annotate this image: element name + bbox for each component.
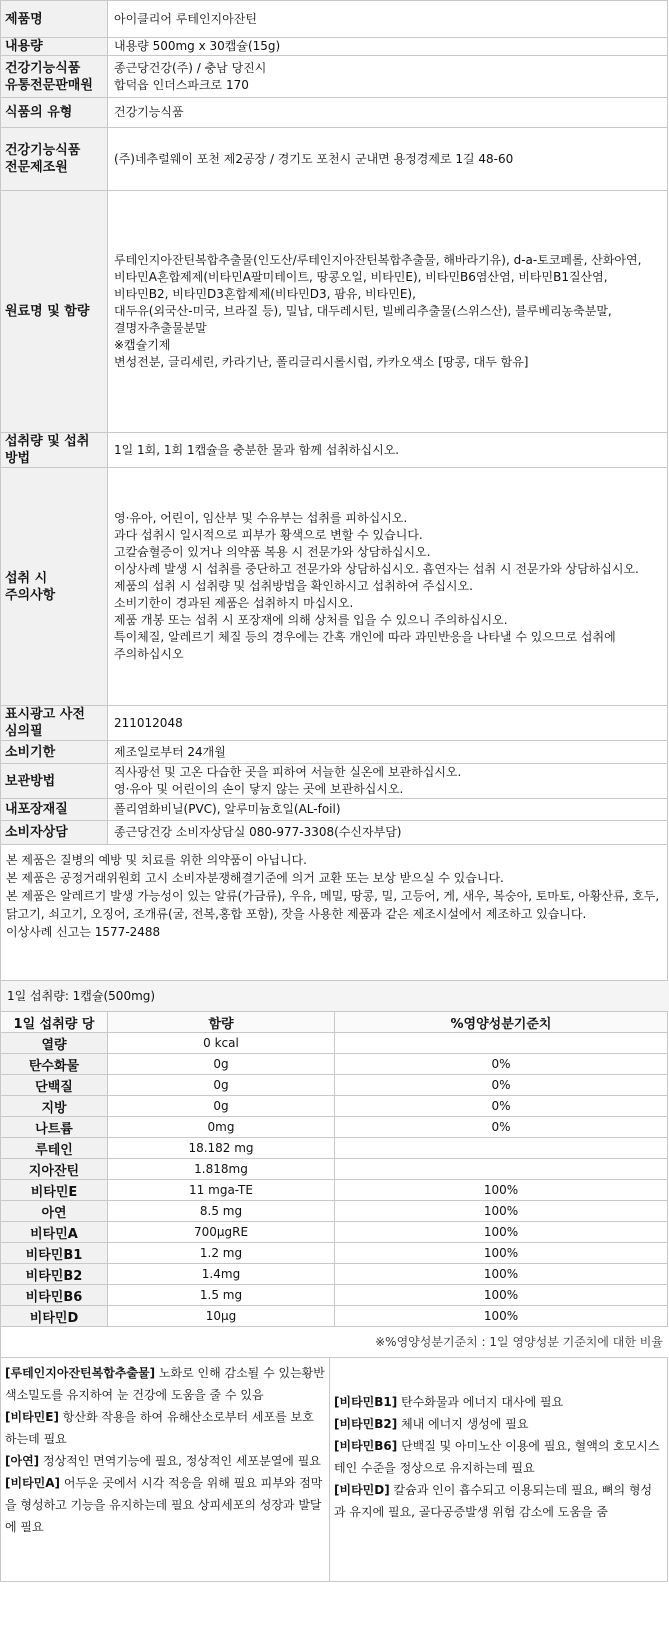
- nutrient-amount: 11 mga-TE: [108, 1180, 335, 1201]
- nutrient-name: 비타민B1: [1, 1243, 108, 1264]
- info-row: [1, 433, 668, 468]
- nutrient-amount: 10μg: [108, 1306, 335, 1327]
- info-label-line: 방법: [5, 451, 31, 466]
- nutrient-percent: 100%: [335, 1222, 668, 1243]
- info-value: [108, 128, 668, 191]
- nutrient-percent: 0%: [335, 1096, 668, 1117]
- nutrient-amount: 0g: [108, 1075, 335, 1096]
- function-claim: [334, 1391, 663, 1413]
- info-row: [1, 468, 668, 706]
- info-label-line: 소비기한: [5, 744, 56, 760]
- info-value-line: 아이클리어 루테인지아잔틴: [114, 11, 257, 26]
- nutrition-header-percent: %영양성분기준치: [335, 1012, 668, 1033]
- nutrition-row: [1, 1075, 668, 1096]
- nutrient-name: 비타민B6: [1, 1285, 108, 1306]
- nutrient-amount: 0g: [108, 1096, 335, 1117]
- info-label: [1, 98, 108, 128]
- nutrient-percent: 100%: [335, 1264, 668, 1285]
- nutrition-header-amount: 함량: [108, 1012, 335, 1033]
- info-row: [1, 821, 668, 845]
- nutrient-amount: 1.2 mg: [108, 1243, 335, 1264]
- function-claim: [5, 1362, 325, 1406]
- info-value-line: 이상사례 발생 시 섭취를 중단하고 전문가와 상담하십시오. 흡연자는 섭취 시 전문가와 상담하십시오.: [114, 562, 639, 576]
- info-value-line: 영·유아 및 어린이의 손이 닿지 않는 곳에 보관하십시오.: [114, 782, 404, 796]
- info-label-line: 내포장재질: [5, 802, 68, 817]
- info-value-line: 211012048: [114, 715, 183, 730]
- info-value-line: 제품의 섭취 시 섭취량 및 섭취방법을 확인하시고 섭취하여 주십시오.: [114, 579, 473, 593]
- nutrition-row: [1, 1159, 668, 1180]
- info-value-line: 소비기한이 경과된 제품은 섭취하지 마십시오.: [114, 596, 354, 610]
- function-ingredient-name: [비타민E]: [5, 1410, 59, 1424]
- function-claim-text: 항산화 작용을 하여 유해산소로부터 세포를 보호하는데 필요: [5, 1410, 314, 1446]
- function-claim: [5, 1450, 325, 1472]
- nutrient-percent: 0%: [335, 1117, 668, 1138]
- function-ingredient-name: [아연]: [5, 1454, 40, 1468]
- nutrient-name: 탄수화물: [1, 1054, 108, 1075]
- info-value-line: 과다 섭취시 일시적으로 피부가 황색으로 변할 수 있습니다.: [114, 528, 423, 542]
- info-label-line: 제품명: [5, 11, 43, 27]
- nutrient-name: 지방: [1, 1096, 108, 1117]
- nutrition-footnote: ※%영양성분기준치 : 1일 영양성분 기준치에 대한 비율: [0, 1327, 669, 1357]
- notice-line: 본 제품은 공정거래위원회 고시 소비자분쟁해결기준에 의거 교환 또는 보상 받으실 수 있습니다.: [6, 871, 504, 885]
- info-label: [1, 191, 108, 433]
- notice-line: 본 제품은 알레르기 발생 가능성이 있는 알류(가금류), 우유, 메밀, 땅콩, 밀, 고등어, 게, 새우, 복숭아, 토마토, 아황산류, 호두, 닭고기, 쇠고기, 오징어, 조개류(굴, 전복,홍합 포함), 잣을 사용한 제품과 같은 제조시설에서 제조하고 있습니다.: [6, 889, 660, 921]
- info-value-line: 변성전분, 글리세린, 카라기난, 폴리글리시롤시럽, 카카오색소 [땅콩, 대두 함유]: [114, 355, 529, 369]
- info-row: [1, 191, 668, 433]
- nutrient-percent: 100%: [335, 1285, 668, 1306]
- function-ingredient-name: [비타민B1]: [334, 1394, 398, 1409]
- info-label-line: 내용량: [5, 39, 43, 54]
- info-value-line: 폴리염화비닐(PVC), 알루미늄호일(AL-foil): [114, 802, 341, 816]
- info-label: [1, 38, 108, 56]
- nutrient-percent: 100%: [335, 1180, 668, 1201]
- nutrient-name: 비타민A: [1, 1222, 108, 1243]
- info-label: [1, 741, 108, 764]
- nutrient-name: 비타민D: [1, 1306, 108, 1327]
- nutrient-amount: 0 kcal: [108, 1033, 335, 1054]
- info-value-line: 직사광선 및 고온 다습한 곳을 피하여 서늘한 실온에 보관하십시오.: [114, 765, 462, 779]
- info-label: [1, 821, 108, 845]
- function-claim: [5, 1406, 325, 1450]
- function-ingredient-name: [비타민B2]: [334, 1416, 398, 1431]
- nutrition-row: [1, 1054, 668, 1075]
- nutrition-header-label: 1일 섭취량 당: [1, 1012, 108, 1033]
- function-claim-text: 정상적인 면역기능에 필요, 정상적인 세포분열에 필요: [39, 1454, 321, 1468]
- info-row: [1, 98, 668, 128]
- info-row: [1, 764, 668, 799]
- info-label-line: 유통전문판매원: [5, 77, 93, 93]
- nutrition-header-row: [1, 1012, 668, 1033]
- nutrition-table: [0, 1011, 668, 1327]
- info-label: [1, 799, 108, 821]
- nutrition-row: [1, 1180, 668, 1201]
- info-label: [1, 1, 108, 38]
- function-ingredient-name: [비타민B6]: [334, 1438, 398, 1453]
- info-row: [1, 706, 668, 741]
- info-label-line: 표시광고 사전: [5, 707, 85, 722]
- function-claim: [5, 1472, 325, 1538]
- info-value: [108, 821, 668, 845]
- nutrient-percent: 0%: [335, 1054, 668, 1075]
- info-value: [108, 191, 668, 433]
- nutrient-percent: [335, 1033, 668, 1054]
- info-value-line: 제품 개봉 또는 섭취 시 포장재에 의해 상처를 입을 수 있으니 주의하십시오.: [114, 613, 508, 627]
- notice-line: 본 제품은 질병의 예방 및 치료를 위한 의약품이 아닙니다.: [6, 853, 307, 867]
- function-claim: [334, 1435, 663, 1479]
- function-ingredient-name: [비타민A]: [5, 1476, 61, 1490]
- info-value: [108, 1, 668, 38]
- info-label-line: 식품의 유형: [5, 105, 73, 120]
- info-value-line: 1일 1회, 1회 1캡슐을 충분한 물과 함께 섭취하십시오.: [114, 442, 400, 457]
- function-ingredient-name: [비타민D]: [334, 1482, 390, 1497]
- function-claim: [334, 1479, 663, 1523]
- info-label-line: 원료명 및 함량: [5, 304, 90, 319]
- function-claim-text: 노화로 인해 감소될 수 있는황반색소밀도를 유지하여 눈 건강에 도움을 줄 수 있음: [5, 1366, 325, 1402]
- info-row: [1, 799, 668, 821]
- info-value: [108, 468, 668, 706]
- nutrient-name: 열량: [1, 1033, 108, 1054]
- nutrient-amount: 0g: [108, 1054, 335, 1075]
- info-value-line: 제조일로부터 24개월: [114, 744, 226, 759]
- nutrient-amount: 1.4mg: [108, 1264, 335, 1285]
- nutrition-row: [1, 1222, 668, 1243]
- nutrition-row: [1, 1033, 668, 1054]
- notice-line: 이상사례 신고는 1577-2488: [6, 925, 161, 939]
- info-label: [1, 468, 108, 706]
- info-label-line: 건강기능식품: [5, 143, 81, 158]
- nutrient-amount: 1.5 mg: [108, 1285, 335, 1306]
- info-value-line: (주)네추럴웨이 포천 제2공장 / 경기도 포천시 군내면 용정경제로 1길 48-60: [114, 151, 514, 166]
- info-value-line: ※캡슐기제: [114, 338, 171, 352]
- nutrient-name: 지아잔틴: [1, 1159, 108, 1180]
- nutrient-percent: 0%: [335, 1075, 668, 1096]
- nutrient-amount: 1.818mg: [108, 1159, 335, 1180]
- info-label: [1, 764, 108, 799]
- info-value: [108, 38, 668, 56]
- info-row: [1, 56, 668, 98]
- nutrition-row: [1, 1117, 668, 1138]
- info-value-line: 합덕읍 인더스파크로 170: [114, 77, 249, 92]
- info-value-line: 내용량 500mg x 30캡슐(15g): [114, 39, 281, 53]
- nutrient-percent: 100%: [335, 1243, 668, 1264]
- nutrition-row: [1, 1243, 668, 1264]
- info-value-line: 루테인지아잔틴복합추출물(인도산/루테인지아잔틴복합추출물, 해바라기유), d-a-토코페롤, 산화아연, 비타민A혼합제제(비타민A팔미테이트, 땅콩오일, 비타민E), 비타민B6염산염, 비타민B1질산염, 비타민B2, 비타민D3혼합제제(비타민D3, 팜유, 비타민E),: [114, 253, 642, 301]
- info-value-line: 종근당건강 소비자상담실 080-977-3308(수신자부담): [114, 825, 402, 839]
- info-row: [1, 1, 668, 38]
- info-value: [108, 98, 668, 128]
- info-value-line: 건강기능식품: [114, 105, 184, 119]
- function-claim-text: 체내 에너지 생성에 필요: [397, 1416, 529, 1431]
- nutrient-amount: 18.182 mg: [108, 1138, 335, 1159]
- info-label-line: 전문제조원: [5, 160, 68, 175]
- info-label-line: 섭취량 및 섭취: [5, 434, 90, 449]
- product-notice: [0, 845, 668, 981]
- info-row: [1, 128, 668, 191]
- info-label-line: 보관방법: [5, 773, 56, 789]
- nutrition-row: [1, 1285, 668, 1306]
- info-row: [1, 38, 668, 56]
- info-label-line: 심의필: [5, 724, 43, 739]
- info-label: [1, 56, 108, 98]
- function-ingredient-name: [루테인지아잔틴복합추출물]: [5, 1366, 156, 1380]
- nutrient-amount: 8.5 mg: [108, 1201, 335, 1222]
- info-value: [108, 433, 668, 468]
- info-value: [108, 56, 668, 98]
- nutrition-row: [1, 1306, 668, 1327]
- info-value-line: 대두유(외국산-미국, 브라질 등), 밀납, 대두레시틴, 빌베리추출물(스위스산), 블루베리농축분말, 결명자추출물분말: [114, 304, 612, 335]
- info-value: [108, 706, 668, 741]
- function-claim-text: 탄수화물과 에너지 대사에 필요: [397, 1394, 564, 1409]
- info-label-line: 섭취 시: [5, 570, 48, 586]
- nutrient-amount: 700μgRE: [108, 1222, 335, 1243]
- function-claim-text: 칼슘과 인이 흡수되고 이용되는데 필요, 뼈의 형성과 유지에 필요, 골다공증발생 위험 감소에 도움을 줌: [334, 1482, 653, 1519]
- nutrient-percent: 100%: [335, 1306, 668, 1327]
- functionality-left-column: [1, 1358, 330, 1581]
- serving-size: 1일 섭취량: 1캡슐(500mg): [0, 981, 669, 1011]
- nutrient-name: 나트륨: [1, 1117, 108, 1138]
- info-label: [1, 433, 108, 468]
- functionality-right-column: [330, 1358, 667, 1581]
- info-value: [108, 799, 668, 821]
- nutrient-percent: [335, 1138, 668, 1159]
- nutrition-row: [1, 1201, 668, 1222]
- info-label: [1, 128, 108, 191]
- function-claim: [334, 1413, 663, 1435]
- nutrition-row: [1, 1264, 668, 1285]
- info-value-line: 종근당건강(주) / 충남 당진시: [114, 60, 267, 75]
- info-value: [108, 741, 668, 764]
- nutrient-name: 단백질: [1, 1075, 108, 1096]
- nutrition-row: [1, 1096, 668, 1117]
- info-row: [1, 741, 668, 764]
- nutrient-amount: 0mg: [108, 1117, 335, 1138]
- info-value-line: 영·유아, 어린이, 임산부 및 수유부는 섭취를 피하십시오.: [114, 511, 408, 525]
- info-label-line: 주의사항: [5, 587, 56, 603]
- function-claim-text: 어두운 곳에서 시각 적응을 위해 필요 피부와 점막을 형성하고 기능을 유지하는데 필요 상피세포의 성장과 발달에 필요: [5, 1476, 323, 1534]
- nutrient-name: 비타민E: [1, 1180, 108, 1201]
- info-value-line: 특이체질, 알레르기 체질 등의 경우에는 간혹 개인에 따라 과민반응을 나타낼 수 있으므로 섭취에 주의하십시오: [114, 630, 616, 661]
- info-value: [108, 764, 668, 799]
- nutrient-percent: [335, 1159, 668, 1180]
- nutrient-name: 아연: [1, 1201, 108, 1222]
- nutrient-percent: 100%: [335, 1201, 668, 1222]
- nutrition-row: [1, 1138, 668, 1159]
- info-value-line: 고칼슘혈증이 있거나 의약품 복용 시 전문가와 상담하십시오.: [114, 545, 431, 559]
- function-claim-text: 단백질 및 아미노산 이용에 필요, 혈액의 호모시스테인 수준을 정상으로 유지하는데 필요: [334, 1438, 660, 1475]
- info-label-line: 소비자상담: [5, 825, 68, 840]
- nutrient-name: 루테인: [1, 1138, 108, 1159]
- info-label: [1, 706, 108, 741]
- functionality-box: [0, 1357, 668, 1582]
- info-label-line: 건강기능식품: [5, 60, 81, 76]
- nutrient-name: 비타민B2: [1, 1264, 108, 1285]
